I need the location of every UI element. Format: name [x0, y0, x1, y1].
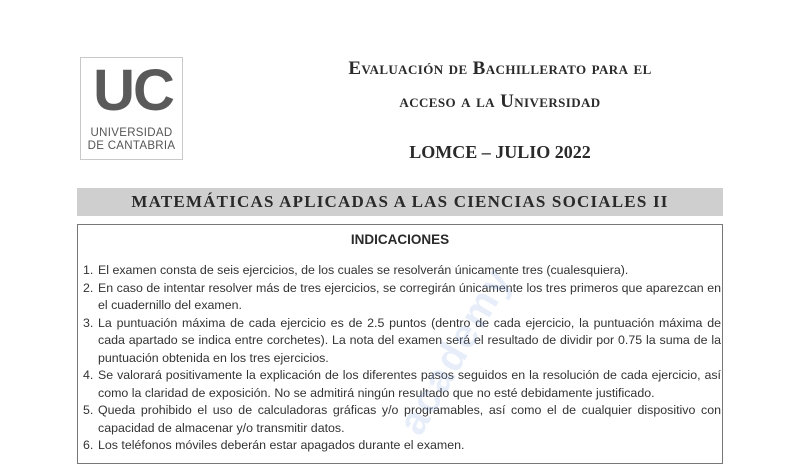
instructions-heading: INDICACIONES — [350, 232, 450, 247]
instruction-item — [83, 315, 721, 368]
instruction-item — [83, 437, 721, 455]
instruction-number: 2. — [83, 280, 94, 295]
instruction-text: En caso de intentar resolver más de tres ejercicios, se corregirán únicamente los tres primeros que aparezcan en el cuadernillo del examen. — [98, 280, 721, 312]
instruction-number: 5. — [83, 403, 94, 417]
instruction-number: 3. — [83, 315, 94, 330]
logo-initials: UC — [93, 58, 173, 123]
instruction-text: Queda prohibido el uso de calculadoras gráficas y/o programables, así como el de cualquier dispositivo con capacidad de almacenar y/o transmitir datos. — [98, 403, 721, 435]
instruction-number: 1. — [83, 263, 94, 277]
instruction-number: 6. — [83, 438, 94, 452]
exam-title-line-1: Evaluación de Bachillerato para el — [348, 58, 652, 79]
logo-line-1: UNIVERSIDAD — [90, 127, 173, 139]
instruction-text: La puntuación máxima de cada ejercicio es de 2.5 puntos (dentro de cada ejercicio, la puntuación máxima de cada apartado se indica entre corchetes). La nota del examen será el resultado de dividir por 0.75 la suma de la puntuación obtenida en los tres ejercicios. — [98, 315, 721, 365]
instruction-item — [83, 280, 721, 315]
instructions-box — [77, 224, 723, 464]
exam-session: LOMCE – JULIO 2022 — [409, 142, 591, 162]
exam-title-line-2: acceso a la Universidad — [399, 91, 601, 112]
instruction-text: Los teléfonos móviles deberán estar apagados durante el examen. — [98, 438, 465, 452]
subject-banner — [77, 188, 723, 216]
watermark: academy — [390, 259, 521, 442]
instruction-text: El examen consta de seis ejercicios, de los cuales se resolverán únicamente tres (cualesquiera). — [98, 263, 629, 277]
logo-line-2: DE CANTABRIA — [87, 140, 176, 152]
university-logo — [80, 57, 183, 160]
instruction-text: Se valorará positivamente la explicación de los diferentes pasos seguidos en la resolución de cada ejercicio, así como la claridad de exposición. No se admitirá ningún resultado que no esté debidamente justificado. — [98, 368, 721, 400]
subject-title: MATEMÁTICAS APLICADAS A LAS CIENCIAS SOCIALES II — [131, 192, 669, 211]
instruction-number: 4. — [83, 368, 94, 382]
instruction-item — [83, 262, 721, 280]
